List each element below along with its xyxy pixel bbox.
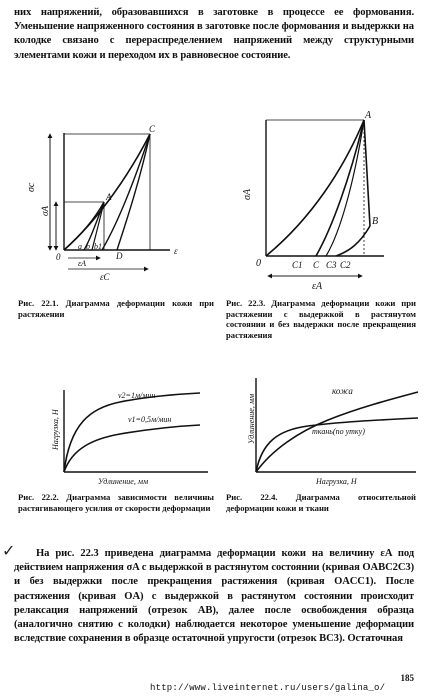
label-fabric: ткань(по утку) [312, 427, 365, 436]
point-a: A [365, 110, 372, 121]
label-x: Удлинение, мм [98, 477, 149, 486]
curve-ac1 [316, 120, 364, 256]
label-leather: кожа [332, 386, 353, 396]
label-v1: v1=0,5м/мин [128, 415, 172, 424]
figure-22-4 [228, 372, 424, 488]
label-y: Нагрузка, Н [51, 409, 60, 450]
label-eps-a: εA [312, 281, 323, 292]
point-b: B [372, 216, 379, 227]
point-c1: C1 [292, 260, 303, 270]
figure-22-2 [20, 384, 220, 488]
point-a-small: a [78, 242, 82, 251]
point-c: C [313, 260, 320, 270]
point-d: D [116, 251, 123, 261]
caption-fig-22-2: Рис. 22.2. Диаграмма зависимости величины растягивающего усилия от скорости деформации [18, 492, 214, 513]
point-0: 0 [256, 258, 261, 269]
point-b1: b1 [94, 242, 102, 251]
label-sigma-c: σc [26, 182, 37, 192]
figure-22-3 [232, 108, 422, 298]
caption-fig-22-4: Рис. 22.4. Диаграмма относительной деформации кожи и ткани [226, 492, 416, 513]
curve-oa [266, 120, 364, 256]
top-paragraph: них напряжений, образовавшихся в заготовке в процессе ее формования. Уменьшение напряженного состояния в заготовке после формования и выдержки на колодке связано с перераспределением напряжений между структурными элементами кожи и переходом их в равновесное состояние. [14, 7, 414, 61]
point-b: b [86, 242, 90, 251]
point-c3: C3 [326, 260, 337, 270]
label-eps-c: εC [100, 272, 110, 282]
curve-bc3 [336, 226, 370, 256]
point-c2: C2 [340, 260, 351, 270]
label-eps-a: εA [78, 259, 87, 268]
curve-unloading-inner [117, 134, 150, 250]
checkmark-icon: ✓ [2, 541, 16, 560]
point-c: C [149, 124, 156, 134]
figure-22-1 [20, 124, 220, 293]
label-epsilon: ε [174, 246, 178, 256]
point-0: 0 [56, 252, 61, 262]
label-x: Нагрузка, Н [316, 477, 357, 486]
caption-fig-22-1: Рис. 22.1. Диаграмма деформации кожи при растяжении [18, 298, 214, 319]
page-number: 185 [400, 673, 414, 683]
footer-url[interactable]: http://www.liveinternet.ru/users/galina_o/ [150, 683, 386, 693]
label-v2: v2=1м/мин [118, 391, 156, 400]
label-sigma-a: σA [242, 188, 253, 200]
label-y: Удлинение, мм [247, 393, 256, 444]
caption-fig-22-3: Рис. 22.3. Диаграмма деформации кожи при растяжении с выдержкой в растянутом состоянии и без выдержки после прекращения растяжения [226, 298, 416, 340]
segment-ab [364, 120, 370, 226]
label-sigma-a: σA [40, 206, 50, 216]
curve-v1 [64, 425, 200, 472]
bottom-paragraph: На рис. 22.3 приведена диаграмма деформации кожи на величину εA под действием напряжения σA с выдержкой в растянутом состоянии (кривая OABC2C3) и без выдержки после прекращения растяжения (кривая OACC1). После растяжения (кривая OA) с выдержкой в растянутом состоянии происходит релаксация напряжений (отрезок AB), далее после освобождения образца (аналогично снятию с колодки) наблюдается некоторое уменьшение деформации вследствие сохранения в образце остаточной упругости (отрезок BC3). Остаточная [14, 548, 414, 645]
point-a: A [106, 192, 112, 202]
